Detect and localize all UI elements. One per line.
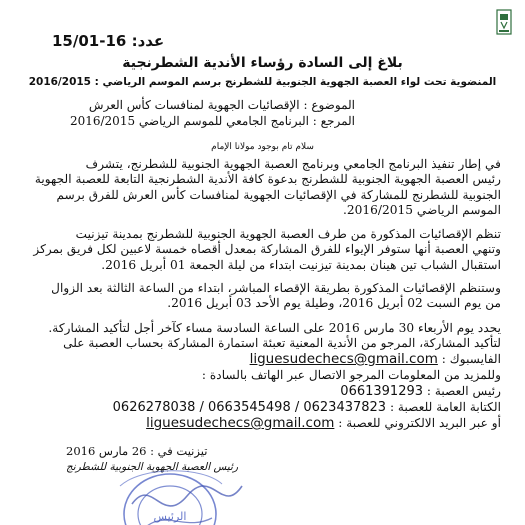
page-title: بلاغ إلى السادة رؤساء الأندية الشطرنجية [122,55,403,71]
secretary-row [21,400,501,415]
paragraph-line: استقبال الشباب تين هينان بمدينة تيزنيت ابتداء من ليلة الجمعة 01 أبريل 2016. [101,257,501,272]
date-line: تيزنيت في : 26 مارس 2016 [66,444,208,458]
paragraph-line: تنظم الإقصائيات المذكورة من طرف العصبة الجهوية الجنوبية للشطرنج بمدينة تيزنيت [75,227,501,241]
league-email-link[interactable]: liguesudechecs@gmail.com [146,415,335,431]
email-label: أو عبر البريد الالكتروني للعصبة : [338,416,501,430]
paragraph-line: وتنهي العصبة أنها ستوفر الإيواء للفرق المشاركة بمعدل أقصاه خمسة لاعبين لكل فريق بمركز [33,242,501,257]
paragraph-line: لتأكيد المشاركة، المرجو من الأندية المعنية تعبئة استمارة المشاركة بحساب العصبة على [63,336,501,351]
paragraph-line: الموسم الرياضي 2016/2015. [343,202,501,217]
facebook-row [21,352,501,367]
reference-line: المرجع : البرنامج الجامعي للموسم الرياضي 2016/2015 [69,114,355,128]
paragraph-deadline [21,321,501,352]
secretary-phones: 0626278038 / 0663545498 / 0623437823 [112,400,387,415]
paragraph-line: وستنظم الإقصائيات المذكورة بطريقة الإقصاء المباشر، ابتداء من الساعة الثالثة بعد الزوال [51,281,501,295]
document-number: عدد: 16-15/01 [52,32,165,50]
email-row [21,416,501,431]
paragraph-invitation [21,157,501,218]
secretary-label: الكتابة العامة للعصبة : [389,400,501,414]
paragraph-line: من يوم السبت 02 أبريل 2016، وطيلة يوم الأحد 03 أبريل 2016. [167,296,501,311]
official-stamp-icon [92,456,262,525]
paragraph-line: في إطار تنفيذ البرنامج الجامعي وبرنامج العصبة الجهوية الجنوبية للشطرنج، يتشرف [85,157,501,171]
signature-organization: رئيس العصبة الجهوية الجنوبية للشطرنج [66,461,239,473]
paragraph-organization [21,227,501,273]
league-logo-icon [477,4,517,44]
paragraph-line: رئيس العصبة الجهوية الجنوبية للشطرنج بدعوة كافة الأندية الشطرنجية التابعة للعصبة الجهوية [34,172,501,187]
paragraph-line: الجنوبية للشطرنج للمشاركة في الإقصائيات الجهوية لمنافسات كأس العرش للفرق برسم [56,187,501,202]
greeting-line: سلام تام بوجود مولانا الإمام [211,142,314,152]
president-row [21,384,501,399]
stamp-text: الرئيس [153,510,187,523]
president-phone: 0661391293 [340,384,424,399]
paragraph-line: يحدد يوم الأربعاء 30 مارس 2016 على الساعة السادسة مساء كآخر أجل لتأكيد المشاركة. [48,321,501,335]
info-row: وللمزيد من المعلومات المرجو الاتصال عبر الهاتف بالسادة : [201,368,501,382]
facebook-email-link[interactable]: liguesudechecs@gmail.com [249,351,438,367]
president-label: رئيس العصبة : [426,384,501,398]
subject-line: الموضوع : الإقصائيات الجهوية لمنافسات كأس العرش [88,98,355,112]
paragraph-schedule [21,281,501,312]
page-subtitle: المنضوية تحت لواء العصبة الجهوية الجنوبية للشطرنج برسم الموسم الرياضي : 2016/2015 [28,76,497,88]
facebook-label: الفايسبوك : [441,352,501,366]
